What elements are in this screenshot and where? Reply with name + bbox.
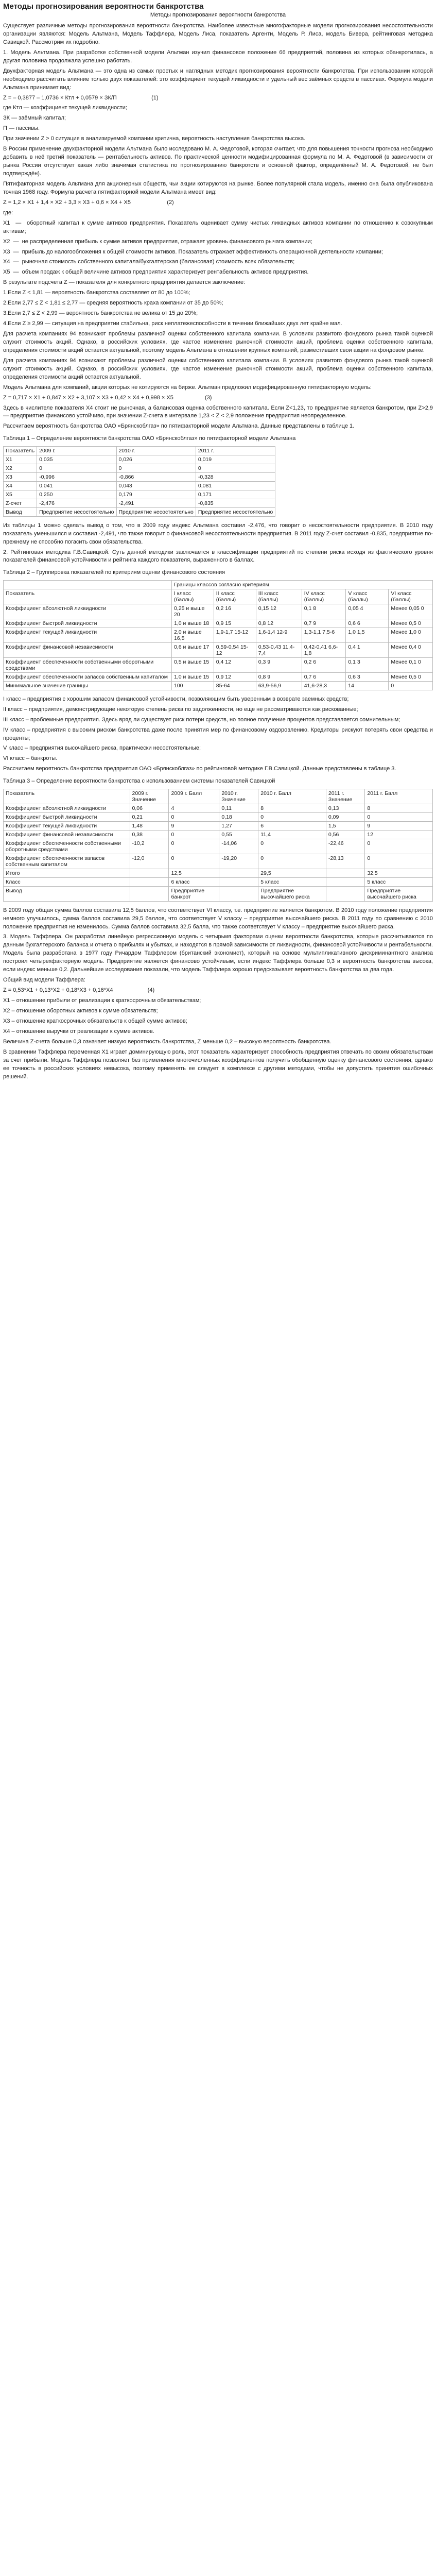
table-cell: 0,21 bbox=[130, 812, 169, 821]
table-cell: 0 bbox=[116, 464, 196, 472]
table-cell: X3 bbox=[4, 472, 37, 481]
table-cell bbox=[130, 877, 169, 886]
paragraph: Пятифакторная модель Альтмана для акционерных обществ, чьи акции котируются на рынке. Более популярной стала модель, именно она была опубликована точная 1968 году. Формула расчета пятифакторной модели Альтмана имеет вид: bbox=[3, 180, 435, 195]
table-cell: 0 bbox=[258, 812, 326, 821]
variable-definition: X5 — объем продаж к общей величине активов предприятия характеризует рентабельность активов предприятия. bbox=[3, 269, 309, 276]
legend-line: X2 – отношение оборотных активов к сумме обязательств; bbox=[3, 1007, 158, 1014]
table-cell: 1,3-1,1 7,5-6 bbox=[302, 628, 346, 642]
table-header: 2011 г. Балл bbox=[365, 789, 433, 804]
legend-line: X4 – отношение выручки от реализации к сумме активов. bbox=[3, 1028, 154, 1035]
table-cell: 0,250 bbox=[37, 490, 116, 499]
table-cell: Предприятие высочайшего риска bbox=[365, 886, 433, 901]
table-cell: Класс bbox=[4, 877, 130, 886]
table-cell: Минимальное значение границы bbox=[4, 681, 172, 690]
table-cell bbox=[219, 877, 258, 886]
table-header: 2010 г. Балл bbox=[258, 789, 326, 804]
formula: Z = 1,2 × X1 + 1,4 × X2 + 3,3 × X3 + 0,6 × X4 + X5 (2) bbox=[3, 199, 174, 206]
table-cell: 0,18 bbox=[219, 812, 258, 821]
table-cell: Предприятие высочайшего риска bbox=[258, 886, 326, 901]
table-cell: -0,996 bbox=[37, 472, 116, 481]
table-cell: 0,05 4 bbox=[346, 604, 389, 619]
table-caption: Таблица 3 – Определение вероятности банкротства с использованием системы показателей Савицкой bbox=[3, 778, 275, 785]
table-cell bbox=[326, 869, 364, 877]
table-cell: -10,2 bbox=[130, 839, 169, 854]
table-cell: 14 bbox=[346, 681, 389, 690]
table-cell: 0,7 9 bbox=[302, 619, 346, 628]
table-cell: 0,38 bbox=[130, 830, 169, 839]
table-cell: Коэффициент быстрой ликвидности bbox=[4, 619, 172, 628]
table-header: Показатель bbox=[4, 589, 172, 604]
table-cell: 0,7 6 bbox=[302, 672, 346, 681]
table-cell: 1,9-1,7 15-12 bbox=[214, 628, 256, 642]
table-cell: Коэффициент финансовой независимости bbox=[4, 642, 172, 657]
table-cell: 0,081 bbox=[196, 481, 275, 490]
table-row bbox=[4, 672, 433, 681]
class-description: I класс – предприятия с хорошим запасом финансовой устойчивости, позволяющим быть уверенным в возврате заемных средств; bbox=[3, 696, 349, 702]
table-cell: Предприятие банкрот bbox=[169, 886, 219, 901]
table-cell: 0 bbox=[258, 839, 326, 854]
paragraph: 2.Если 2,77 ≤ Z < 1,81 ≤ 2,77 — средняя вероятность краха компании от 35 до 50%; bbox=[3, 300, 223, 307]
table-cell: 0,4 12 bbox=[214, 657, 256, 672]
page-subtitle: Методы прогнозирования вероятности банкротства bbox=[150, 12, 286, 18]
table-header: I класс (баллы) bbox=[171, 589, 214, 604]
table-cell: Вывод bbox=[4, 507, 37, 516]
table-cell: 0,9 15 bbox=[214, 619, 256, 628]
paragraph: 3. Модель Таффлера. Он разработал линейную регрессионную модель с четырьмя факторами оценки вероятности банкротства, которые рассчитываются по данным бухгалтерского баланса и отчета о прибылях и убытках, и находятся в прямой зависимости от ликвидности, финансовой устойчивости и рентабельности. Модель была разработана в 1977 году Ричардом Таффлером (британский экономист), который на основе мультипликативного дискриминантного анализа построил четырехфакторную модель. Предприятие является финансово устойчивым, если индекс Таффлера больше 0,3 и вероятность банкротства высока, если индекс меньше 0,2. Дальнейшие исследования показали, что модель Таффлера хорошо предсказывает вероятность банкротства за два года. bbox=[3, 934, 435, 973]
class-description: IV класс – предприятия с высоким риском банкротства даже после принятия мер по финансовому оздоровлению. Кредиторы рискуют потерять свои средства и проценты; bbox=[3, 726, 435, 741]
table-cell: -0,328 bbox=[196, 472, 275, 481]
table-cell bbox=[219, 886, 258, 901]
legend-line: где: bbox=[3, 209, 13, 216]
table-cell: Коэффициент быстрой ликвидности bbox=[4, 812, 130, 821]
table-cell: Менее 0,5 0 bbox=[389, 672, 433, 681]
table-cell: 63,9-56,9 bbox=[256, 681, 302, 690]
table-row bbox=[4, 854, 433, 869]
table-cell: 2,0 и выше 16,5 bbox=[171, 628, 214, 642]
table-cell: Коэффициент обеспеченности запасов собственным капиталом bbox=[4, 854, 130, 869]
table-row bbox=[4, 499, 275, 507]
table-header: II класс (баллы) bbox=[214, 589, 256, 604]
paragraph: В результате подсчета Z — показателя для конкретного предприятия делается заключение: bbox=[3, 279, 246, 286]
table-cell: 0 bbox=[365, 854, 433, 869]
paragraph: Рассчитаем вероятность банкротства предприятия ОАО «Брянскоблгаз» по рейтинговой методике Г.В.Савицкой. Данные представлены в таблице 3. bbox=[3, 766, 396, 772]
table-cell: 0 bbox=[196, 464, 275, 472]
table-cell: Менее 0,4 0 bbox=[389, 642, 433, 657]
table-cell: 85-64 bbox=[214, 681, 256, 690]
table-cell: 0,09 bbox=[326, 812, 364, 821]
paragraph: Общий вид модели Таффлера: bbox=[3, 977, 85, 984]
table-cell: 0,42-0,41 6,6-1,8 bbox=[302, 642, 346, 657]
paragraph: 1.Если Z < 1,81 — вероятность банкротства составляет от 80 до 100%; bbox=[3, 290, 190, 296]
legend-line: где Ктл — коэффициент текущей ликвидности; bbox=[3, 105, 127, 111]
table-cell: 1,48 bbox=[130, 821, 169, 830]
table-cell: 9 bbox=[365, 821, 433, 830]
table-cell: 0 bbox=[169, 839, 219, 854]
table-cell: 6 bbox=[258, 821, 326, 830]
table-cell: Менее 0,1 0 bbox=[389, 657, 433, 672]
formula: Z = 0,717 × X1 + 0,847 × X2 + 3,107 × X3 + 0,42 × X4 + 0,998 × X5 (3) bbox=[3, 394, 212, 401]
table-cell: 0,1 8 bbox=[302, 604, 346, 619]
table-cell bbox=[130, 869, 169, 877]
table-cell: 8 bbox=[365, 804, 433, 812]
table-cell: 5 класс bbox=[258, 877, 326, 886]
table-cell: X1 bbox=[4, 455, 37, 464]
table-cell: 0,9 12 bbox=[214, 672, 256, 681]
table-cell: 1,6-1,4 12-9 bbox=[256, 628, 302, 642]
table-cell: 0,6 6 bbox=[346, 619, 389, 628]
table-header: 2011 г. Значение bbox=[326, 789, 364, 804]
table-header: 2010 г. Значение bbox=[219, 789, 258, 804]
table-cell: 32,5 bbox=[365, 869, 433, 877]
table-cell: X5 bbox=[4, 490, 37, 499]
table-cell: Менее 0,5 0 bbox=[389, 619, 433, 628]
table-cell: Предприятие несостоятельно bbox=[196, 507, 275, 516]
table-cell: Вывод bbox=[4, 886, 130, 901]
table-header: Показатель bbox=[4, 446, 37, 455]
table-cell: -28,13 bbox=[326, 854, 364, 869]
table-cell bbox=[326, 886, 364, 901]
document bbox=[0, 0, 436, 1093]
table-cell: 0,026 bbox=[116, 455, 196, 464]
table-cell: 0,59-0,54 15-12 bbox=[214, 642, 256, 657]
legend-line: П — пассивы. bbox=[3, 125, 40, 132]
table-cell: Предприятие несостоятельно bbox=[37, 507, 116, 516]
table-cell: 0,56 bbox=[326, 830, 364, 839]
table-header: VI класс (баллы) bbox=[389, 589, 433, 604]
table-cell: Коэффициент текущей ликвидности bbox=[4, 821, 130, 830]
class-description: II класс – предприятия, демонстрирующие некоторую степень риска по задолженности, но еще не рассматриваются как рискованные; bbox=[3, 706, 358, 713]
paragraph: 1. Модель Альтмана. При разработке собственной модели Альтман изучил финансовое положение 66 предприятий, половина из которых обанкротилась, а другая половина продолжала успешно работать. bbox=[3, 49, 435, 64]
savitskaya-criteria-table bbox=[3, 580, 433, 690]
formula: Z = 0,53*X1 + 0,13*X2 + 0,18*X3 + 0,16*X4 (4) bbox=[3, 987, 155, 994]
table-cell: 0 bbox=[169, 830, 219, 839]
savitskaya-results-table bbox=[3, 789, 433, 902]
paragraph: Модель Альтмана для компаний, акции которых не котируются на бирже. Альтман предложил модифицированную пятифакторную модель: bbox=[3, 384, 372, 391]
table-cell: 0,5 и выше 15 bbox=[171, 657, 214, 672]
table-cell: Предприятие несостоятельно bbox=[116, 507, 196, 516]
table-cell: 0,13 bbox=[326, 804, 364, 812]
page-title: Методы прогнозирования вероятности банкротства bbox=[3, 2, 204, 11]
table-cell: 0,25 и выше 20 bbox=[171, 604, 214, 619]
class-description: V класс – предприятия высочайшего риска, практически несостоятельные; bbox=[3, 745, 201, 752]
table-row bbox=[4, 869, 433, 877]
table-cell: 0,06 bbox=[130, 804, 169, 812]
table-row bbox=[4, 490, 275, 499]
paragraph: 2. Рейтинговая методика Г.В.Савицкой. Суть данной методики заключается в классификации предприятий по степени риска исходя из фактического уровня показателей финансовой устойчивости и рейтинга каждого показателя, выраженного в баллах. bbox=[3, 549, 435, 564]
table-cell: Менее 0,05 0 bbox=[389, 604, 433, 619]
table-cell: -2,476 bbox=[37, 499, 116, 507]
variable-definition: X1 — оборотный капитал к сумме активов предприятия. Показатель оценивает сумму чистых ликвидных активов компании по отношению к совокупным активам; bbox=[3, 219, 435, 234]
table-cell: 0,11 bbox=[219, 804, 258, 812]
table-header: III класс (баллы) bbox=[256, 589, 302, 604]
paragraph: Двухфакторная модель Альтмана — это одна из самых простых и наглядных методик прогнозирования вероятности банкротства. При использовании которой необходимо рассчитать влияние только двух показателей: это коэффициент текущей ликвидности и удельный вес заёмных средств в пассивах. Формула модели Альтмана принимает вид: bbox=[3, 67, 435, 91]
table-cell: Z-счет bbox=[4, 499, 37, 507]
table-cell: X4 bbox=[4, 481, 37, 490]
table-cell: 0,179 bbox=[116, 490, 196, 499]
table-row bbox=[4, 821, 433, 830]
table-cell: 0 bbox=[37, 464, 116, 472]
table-row bbox=[4, 481, 275, 490]
paragraph: В 2009 году общая сумма баллов составила 12,5 баллов, что соответствует VI классу, т.е. предприятие является банкротом. В 2010 году положение предприятия немного улучшилось, сумма баллов составила 29,5 баллов, что соответствует V классу – предприятие высочайшего риска. В 2011 году по сравнению с 2010 положение предприятия не изменилось. Сумма баллов составила 32,5 балла, что также соответствует V классу – предприятие высочайшего риска. bbox=[3, 907, 435, 930]
paragraph: Для расчета компаниях 94 возникают проблемы различной оценки собственного капитала компании. В условиях развитого фондового рынка такой оценкой служит стоимость акций. Однако, в российских условиях, где частое изменение рыночной стоимости акций, проблема оценки собственного капитала, определения стоимости акций остается актуальной. bbox=[3, 357, 435, 380]
paragraph: В России применение двухфакторной модели Альтмана было исследовано М. А. Федотовой, которая считает, что для повышения точности прогноза необходимо добавить в неё третий показатель — рентабельность активов. По практической ценности модифицированная формула по М. А. Федотовой (в зависимости от рынка России отсутствует какая либо значимая статистика по прогнозированию банкротств и основной фактор, определённый М. А. Федотовой, не был подтверждён). bbox=[3, 146, 435, 177]
table-cell: 0,55 bbox=[219, 830, 258, 839]
table-cell: 100 bbox=[171, 681, 214, 690]
table-cell: 5 класс bbox=[365, 877, 433, 886]
table-cell: 1,0 и выше 15 bbox=[171, 672, 214, 681]
table-cell: 0 bbox=[169, 854, 219, 869]
table-cell: 1,0 1,5 bbox=[346, 628, 389, 642]
table-cell: Коэффициент финансовой независимости bbox=[4, 830, 130, 839]
table-cell: -2,491 bbox=[116, 499, 196, 507]
table-row bbox=[4, 830, 433, 839]
paragraph: В сравнении Таффлера переменная X1 играет доминирующую роль, этот показатель характеризует способность предприятия отвечать по своим обязательствам за счет прибыли. Модель Таффлера позволяет без применения многочисленных коэффициентов получить обобщенную оценку финансового состояния, однако ее точность в российских условиях невысока, поэтому применять ее следует в комплексе с другими методами, чтобы не допустить принятия ошибочных решений. bbox=[3, 1048, 435, 1080]
table-cell: 0,8 9 bbox=[256, 672, 302, 681]
table-row bbox=[4, 877, 433, 886]
variable-definition: X3 — прибыль до налогообложения к общей стоимости активов. Показатель отражает эффективность операционной деятельности компании; bbox=[3, 248, 383, 255]
table-cell: 0,171 bbox=[196, 490, 275, 499]
table-cell: X2 bbox=[4, 464, 37, 472]
formula: Z = – 0,3877 – 1,0736 × Ктл + 0,0579 × ЗК/П (1) bbox=[3, 94, 159, 101]
table-cell: Коэффициент обеспеченности собственными оборотными средствами bbox=[4, 657, 172, 672]
table-group-header: Границы классов согласно критериям bbox=[171, 580, 432, 589]
table-cell: -19,20 bbox=[219, 854, 258, 869]
table-caption: Таблица 1 – Определение вероятности банкротства ОАО «Брянскоблгаз» по пятифакторной модели Альтмана bbox=[3, 435, 296, 442]
table-cell: 4 bbox=[169, 804, 219, 812]
table-row bbox=[4, 804, 433, 812]
legend-line: ЗК — заёмный капитал; bbox=[3, 115, 66, 122]
table-cell: 0,15 12 bbox=[256, 604, 302, 619]
table-cell: 0,1 3 bbox=[346, 657, 389, 672]
table-row bbox=[4, 628, 433, 642]
table-cell: 0 bbox=[258, 854, 326, 869]
table-row bbox=[4, 642, 433, 657]
table-cell bbox=[326, 877, 364, 886]
legend-line: X1 – отношение прибыли от реализации к краткосрочным обязательствам; bbox=[3, 997, 201, 1004]
table-cell: 0,041 bbox=[37, 481, 116, 490]
class-description: VI класс – банкроты. bbox=[3, 755, 58, 762]
paragraph: При значении Z > 0 ситуация в анализируемой компании критична, вероятность наступления банкротства высока. bbox=[3, 135, 306, 142]
table-cell: 0 bbox=[365, 812, 433, 821]
table-cell: -12,0 bbox=[130, 854, 169, 869]
paragraph: Рассчитаем вероятность банкротства ОАО «Брянскоблгаз» по пятифакторной модели Альтмана. Данные представлены в таблице 1. bbox=[3, 423, 355, 430]
table-cell: 29,5 bbox=[258, 869, 326, 877]
table-row bbox=[4, 657, 433, 672]
paragraph: Для расчета компаниях 94 возникают проблемы различной оценки собственного капитала компании. В условиях развитого фондового рынка такой оценкой служит стоимость акций. Однако, в российских условиях, где частое изменение рыночной стоимости акций, проблема оценки собственного капитала, определения стоимости акций остается актуальной, поэтому модель Альтмана в отношении крупных компаний, разместивших свои акции на фондовом рынке. bbox=[3, 331, 435, 353]
table-cell: 0 bbox=[169, 812, 219, 821]
legend-line: X3 – отношение краткосрочных обязательств к общей сумме активов; bbox=[3, 1018, 187, 1024]
table-cell: 0,6 3 bbox=[346, 672, 389, 681]
paragraph: Из таблицы 1 можно сделать вывод о том, что в 2009 году индекс Альтмана составил -2,476, что говорит о несостоятельности предприятия. В 2010 году показатель уменьшился и составил -2,491, что также говорит о финансовой несостоятельности предприятия. В 2011 году Z-счет составил -0,835, предприятие по-прежнему не способно погасить свои обязательства. bbox=[3, 522, 435, 545]
table-cell: 0,3 9 bbox=[256, 657, 302, 672]
table-row bbox=[4, 472, 275, 481]
table-cell: 1,0 и выше 18 bbox=[171, 619, 214, 628]
table-row bbox=[4, 619, 433, 628]
variable-definition: X2 — не распределенная прибыль к сумме активов предприятия, отражает уровень финансового рычага компании; bbox=[3, 238, 312, 245]
table-row bbox=[4, 604, 433, 619]
class-description: III класс – проблемные предприятия. Здесь вряд ли существует риск потери средств, но полное получение процентов представляется сомнительным; bbox=[3, 716, 400, 723]
table-header: 2011 г. bbox=[196, 446, 275, 455]
table-header: 2009 г. Балл bbox=[169, 789, 219, 804]
table-header: 2010 г. bbox=[116, 446, 196, 455]
table-cell: Коэффициент обеспеченности собственными оборотными средствами bbox=[4, 839, 130, 854]
table-cell: Коэффициент абсолютной ликвидности bbox=[4, 804, 130, 812]
table-cell: -0,866 bbox=[116, 472, 196, 481]
table-cell: 0,4 1 bbox=[346, 642, 389, 657]
table-cell bbox=[219, 869, 258, 877]
paragraph: 4.Если Z ≥ 2,99 — ситуация на предприятии стабильна, риск неплатежеспособности в течении ближайших двух лет крайне мал. bbox=[3, 320, 342, 327]
paragraph: 3.Если 2,7 ≤ Z < 2,99 — вероятность банкротства не велика от 15 до 20%; bbox=[3, 310, 198, 317]
table-cell: 12 bbox=[365, 830, 433, 839]
table-cell: 11,4 bbox=[258, 830, 326, 839]
table-cell: 0,6 и выше 17 bbox=[171, 642, 214, 657]
table-cell: Итого bbox=[4, 869, 130, 877]
table-header: V класс (баллы) bbox=[346, 589, 389, 604]
table-cell: 0,019 bbox=[196, 455, 275, 464]
table-cell: 0 bbox=[365, 839, 433, 854]
table-cell: -22,46 bbox=[326, 839, 364, 854]
table-cell: 0,8 12 bbox=[256, 619, 302, 628]
table-row bbox=[4, 507, 275, 516]
table-cell: Менее 1,0 0 bbox=[389, 628, 433, 642]
table-header: IV класс (баллы) bbox=[302, 589, 346, 604]
variable-definition: X4 — рыночная стоимость собственного капитала/бухгалтерская (балансовая) стоимость всех обязательств; bbox=[3, 259, 295, 265]
table-cell: 8 bbox=[258, 804, 326, 812]
table-row bbox=[4, 455, 275, 464]
table-cell: 1,5 bbox=[326, 821, 364, 830]
table-cell: 0,035 bbox=[37, 455, 116, 464]
table-caption: Таблица 2 – Группировка показателей по критериям оценки финансового состояния bbox=[3, 569, 225, 576]
table-cell: 0,2 6 bbox=[302, 657, 346, 672]
table-header: 2009 г. bbox=[37, 446, 116, 455]
table-header: 2009 г. Значение bbox=[130, 789, 169, 804]
table-cell: 9 bbox=[169, 821, 219, 830]
table-row bbox=[4, 886, 433, 901]
table-row bbox=[4, 464, 275, 472]
altman-table bbox=[3, 446, 275, 517]
table-cell: 41,6-28,3 bbox=[302, 681, 346, 690]
table-header: Показатель bbox=[4, 789, 130, 804]
table-row bbox=[4, 812, 433, 821]
paragraph: Здесь в числителе показателя X4 стоит не рыночная, а балансовая оценка собственного капитала. Если Z<1,23, то предприятие является банкротом, при Z>2,9 — предприятие финансово устойчиво, при значении Z-счета в интервале 1,23 < Z < 2,9 положение предприятия неопределенное. bbox=[3, 404, 435, 419]
table-cell: 0,53-0,43 11,4-7,4 bbox=[256, 642, 302, 657]
table-cell: 0 bbox=[389, 681, 433, 690]
table-row bbox=[4, 839, 433, 854]
table-cell: Коэффициент обеспеченности запасов собственным капиталом bbox=[4, 672, 172, 681]
table-cell: -0,835 bbox=[196, 499, 275, 507]
table-row bbox=[4, 681, 433, 690]
paragraph: Величина Z-счета больше 0,3 означает низкую вероятность банкротства, Z меньше 0,2 – высокую вероятность банкротства. bbox=[3, 1038, 332, 1045]
table-cell: 6 класс bbox=[169, 877, 219, 886]
table-cell: Коэффициент абсолютной ликвидности bbox=[4, 604, 172, 619]
table-cell: 12,5 bbox=[169, 869, 219, 877]
table-cell: -14,06 bbox=[219, 839, 258, 854]
table-cell: 0,2 16 bbox=[214, 604, 256, 619]
table-cell: 0,043 bbox=[116, 481, 196, 490]
table-cell: 1,27 bbox=[219, 821, 258, 830]
table-cell: Коэффициент текущей ликвидности bbox=[4, 628, 172, 642]
table-cell bbox=[130, 886, 169, 901]
paragraph: Существует различные методы прогнозирования вероятности банкротства. Наиболее известные многофакторные модели прогнозирования несостоятельности организации являются: Модель Альтмана, Модель Таффлера, Модель Лиса, показатель Аргенти, Модель Р. Лиса, модель Бивера, рейтинговая методика Савицкой. Рассмотрим их подробно. bbox=[3, 23, 435, 45]
